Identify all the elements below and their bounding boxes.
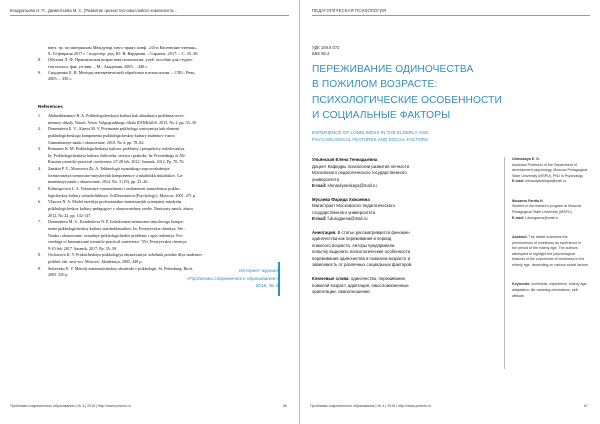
footer-journal-info: Проблемы современного образования | № 4 | 2018 | http://www.pmedu.ru: [10, 404, 131, 408]
author-email: E-mail: f.durugaeva@mail.ru: [312, 216, 368, 222]
author-block-en: Ulianskaya E. G. Assistant Professor of the Department of development psychology, Moscow Pedagogical State University (MSPU), PhD in Psychology E-mail: elenaulyanskaya@mail.ru: [512, 157, 592, 185]
reference-line: [38, 126, 278, 132]
article-title-english: [312, 129, 522, 143]
reference-text: Обухова Л. Ф. Практическая возрастная психология: учеб. пособие для студен-: [48, 57, 193, 63]
email-link[interactable]: f.durugaeva@mail.ru: [327, 216, 368, 222]
reference-number: [38, 173, 48, 179]
title-line: И СОЦИАЛЬНЫЕ ФАКТОРЫ: [312, 109, 451, 121]
reference-text: Orchazova K. V. Prakticheskaya psikhologiya obrazovaniya: uchebnik posobie dlya studentov: [48, 252, 203, 258]
article-title: [312, 62, 532, 123]
reference-line: [38, 179, 278, 185]
reference-text: 9-10 feb. 2017. Saransk, 2017. Pp. 35–39.: [48, 245, 117, 251]
email-link[interactable]: f.durugaeva@mail.ru: [524, 215, 559, 220]
reference-number: [38, 140, 48, 146]
reference-text: In: Psikhologicheskaya kultura cheloveka: teoriya i praktika. In: Proceedings of All-: [48, 152, 186, 158]
reference-line: [38, 259, 278, 265]
reference-number: [38, 233, 48, 239]
reference-text: Vlasova N. A. Model razvitiya professionalno-tsennostnykh orientatsiy mladysha: [48, 199, 182, 205]
page-number: 87: [584, 404, 588, 408]
reference-line: [38, 146, 278, 152]
author-affiliation: Магистрант Московского педагогического: [312, 203, 395, 209]
reference-line: [38, 199, 278, 205]
reference-text: Sidorenko E. V. Metody matematicheskoy obrabotki v psikhologii. St. Petersburg: Rech,: [48, 265, 193, 271]
reference-number: 1.: [38, 113, 42, 118]
author-affiliation: Доцент Кафедры психологии развития личности: [312, 163, 410, 169]
reference-text: Dementieva E. V., Alaeva M. V. Povimanie psikhologo sostoyaniya kak element: [48, 126, 180, 132]
reference-text: 2005. 350 p.: [48, 272, 69, 278]
promo-line: 2018, № 4: [255, 284, 278, 290]
author-affiliation: государственного университета: [312, 209, 376, 215]
keywords-en: Keywords: loneliness, experience, elderly age, adaptation, life-meaning orientations, self- attitude.: [512, 282, 588, 298]
section-running-head: ПЕДАГОГИЧЕСКАЯ ПСИХОЛОГИЯ: [312, 8, 590, 16]
reference-text: psikhol. fak. univ-tov. Moscow: Akademiya, 2005. 448 p.: [48, 259, 143, 265]
reference-line: [38, 166, 278, 172]
title-en-line: EXPERIENCE OF LONELINESS IN THE ELDERLY AGE:: [312, 130, 430, 135]
reference-number: [38, 193, 48, 199]
reference-text: 2005. – 350 с.: [48, 76, 73, 82]
reference-number: 7.: [38, 219, 42, 225]
reference-text: ceedings of International scientific-practical conference "35-i Evseryevskie chteniya,: [48, 239, 188, 245]
promo-accent-bar: [278, 262, 280, 296]
page-number: 86: [283, 404, 287, 408]
reference-number: [38, 76, 48, 82]
bbk-code: ББК 88.4: [312, 51, 330, 57]
reference-line: [38, 153, 278, 159]
reference-line: [38, 133, 278, 139]
author-block: [312, 197, 496, 223]
reference-text: nenta psikhologicheskoy kultury starsheklassnikov. In: Evseryevskie chteniya. Ser.:: [48, 225, 185, 231]
abstract-en: Abstract. The article examines the phenomenon of loneliness as experience in the period of the elderly age. The authors attempted to highlight the psychological features of the experience of loneliness in the elderly age, depending on various social factors.: [512, 235, 589, 267]
footer-journal-info: Проблемы современного образования | № 4 | 2018 | http://www.pmedu.ru: [310, 404, 431, 408]
reference-text: Zamkin P. V., Morozova Zh. A. Tekhnologii tsyaniskogo soprovozhdeniya: [48, 166, 170, 172]
journal-promo: [148, 268, 278, 291]
keywords-label: Ключевые слова:: [312, 275, 350, 281]
reference-line: [38, 173, 278, 179]
reference-text: logicheskoy kultury uchashchikhsya. SciDissertation (Psychology). Moscow, 2001. 471 p.: [48, 192, 196, 198]
reference-number: [38, 272, 48, 278]
left-running-head: Кондратьева Н. П., Дементьева М. С. (Развитие ценностно-смыслового компонента...: [10, 8, 289, 16]
reference-text: Gumanitarnye nauki i obrazovanie. 2010, No 4, pp. 78–82.: [48, 139, 145, 145]
author-block-en: Musaeva Farida H. Student in the master's program at Moscow Pedagogical State University (MSPU) E-mail: f.durugaeva@mail.ru: [512, 199, 592, 221]
reference-text: Dementieva M. S., Kondratieva N. P. Issledovanie tsennostno-smyslovogo kompo-: [48, 219, 184, 225]
abstract-ru: Аннотация. В статье рассматривается феномен одиночества как переживания в период пожилого возраста. Авторы предприняли попытку выделить психологические особенности переживания одиночества в пожилом возрасте и зависимость от различных социальных факторов.: [312, 229, 413, 268]
title-line: В ПОЖИЛОМ ВОЗРАСТЕ:: [312, 79, 438, 91]
author-name-en: Musaeva Farida H.: [512, 198, 544, 203]
reference-text: тов психол. фак. уч-ния. – М.: Академия, 2005. – 448 с.: [48, 63, 149, 69]
title-line: ПСИХОЛОГИЧЕСКИЕ ОСОБЕННОСТИ: [312, 94, 502, 106]
author-name: Ульянская Елена Геннадьевна: [312, 157, 378, 162]
reference-number: 6.: [38, 199, 42, 205]
reference-number: 3.: [38, 146, 42, 152]
reference-text: Nauka i obrazovanie: actualnye psikhologicheskie problemy i opyt resheniya. Pro-: [48, 232, 184, 238]
reference-text: mennoy shkoly. Nauch. Vestn. Volgogradskogo filiala RANKhiGS. 2015, No 2, pp. 35–39.: [48, 119, 197, 125]
reference-line: [38, 252, 278, 258]
column-divider: [504, 157, 505, 369]
author-affiliation: Московского педагогического государственного: [312, 170, 407, 176]
author-name-en: Ulianskaya E. G.: [512, 157, 540, 161]
reference-text: psikhologicheskogo komponenta psikhologicheskoy kultury studentov vuzov.: [48, 132, 176, 138]
promo-line: Интернет-журнал: [239, 269, 278, 274]
title-line: ПЕРЕЖИВАНИЕ ОДИНОЧЕСТВА: [312, 64, 474, 75]
author-affiliation: университета: [312, 176, 339, 182]
reference-text: Russian scientific-practical conference, 27-28 feb. 2012. Saransk, 2012. Pp. 70–76.: [48, 159, 185, 165]
classification-codes: [312, 45, 340, 58]
russian-metadata-column: [312, 157, 496, 303]
english-reference-list: [38, 113, 278, 279]
reference-number: [38, 133, 48, 139]
reference-text: 9–10 февраля 2017 г. / подготор. ред. Ю. В. Варданян. – Саранск, 2017. – С. 35–39.: [48, 51, 199, 57]
title-en-line: PSYCHOLOGICAL FEATURES AND SOCIAL FACTORS: [312, 137, 429, 143]
reference-line: [38, 206, 278, 212]
reference-line: [38, 76, 278, 82]
russian-reference-list: [38, 45, 278, 82]
reference-number: [38, 206, 48, 212]
reference-number: [38, 246, 48, 252]
reference-text: науч. тр. по материалам Междунар. науч.-практ. конф. «33-и Евсеевские чтения»,: [48, 45, 197, 50]
left-footer: [10, 404, 287, 408]
reference-line: [38, 159, 278, 165]
reference-line: [38, 246, 278, 252]
abstract-label: Аннотация.: [312, 229, 337, 235]
author-email-en: E-mail: elenaulyanskaya@mail.ru: [512, 179, 567, 184]
reference-text: Abdurakhmanov R. A. Psikhologicheskaya kultura kak aktualnaya problema sovre-: [48, 113, 185, 118]
reference-text: Romanov K. M. Psikhologicheskaya kultura: problemy i perspektivy issledovaniya.: [48, 146, 186, 152]
reference-number: 9.: [38, 69, 42, 75]
reference-line: [38, 140, 278, 146]
reference-text: Сидоренко Е. В. Методы математической обработки в психологии. – СПб.: Речь,: [48, 69, 196, 75]
reference-number: 9.: [38, 265, 42, 271]
right-footer: [310, 404, 588, 408]
reference-text: Kolmogorova L. S. Vozrastnye vozmozhnosti i osobennosti stanovleniya psikho-: [48, 186, 181, 192]
reference-line: [38, 219, 278, 225]
keywords-ru: Ключевые слова: одиночество, переживание, пожилой возраст, адаптация, смысложизненные ориентации, самоотношение.: [312, 275, 409, 295]
right-page: [300, 0, 600, 424]
reference-line: [38, 193, 278, 199]
reference-number: [38, 179, 48, 185]
udk-code: УДК 159.9.072: [312, 45, 340, 50]
author-email-en: E-mail: f.durugaeva@mail.ru: [512, 215, 559, 220]
reference-line: [38, 120, 278, 126]
keywords-label-en: Keywords:: [512, 282, 531, 287]
reference-number: [38, 153, 48, 159]
reference-number: [38, 159, 48, 165]
reference-number: [38, 226, 48, 232]
reference-number: 8.: [38, 57, 42, 63]
abstract-label-en: Abstract.: [512, 235, 528, 240]
reference-line: [38, 186, 278, 192]
reference-text: psikhologicheskoy kultury pedagogovi v obrazovatelnoy sredie. Nastoyaty nauch. zhurn.: [48, 205, 194, 211]
reference-number: [38, 120, 48, 126]
reference-number: 2.: [38, 126, 42, 132]
email-link[interactable]: elenaulyanskaya@mail.ru: [327, 183, 377, 189]
reference-line: [38, 213, 278, 219]
reference-line: [38, 233, 278, 239]
reference-line: [38, 113, 278, 119]
reference-number: 4.: [38, 166, 42, 172]
reference-number: [38, 239, 48, 245]
promo-line: «Проблемы современного образования»: [186, 276, 278, 282]
references-heading: References: [38, 104, 63, 109]
author-block: [312, 157, 496, 190]
reference-line: [38, 239, 278, 245]
reference-number: [38, 259, 48, 265]
reference-text: 2012, No 22, pp. 142-147.: [48, 212, 92, 218]
reference-number: [38, 213, 48, 219]
author-name: Мусаева Фарида Хожаевна: [312, 196, 370, 202]
email-link[interactable]: elenaulyanskaya@mail.ru: [524, 179, 567, 184]
english-metadata-column: [512, 157, 592, 313]
reference-number: 5.: [38, 186, 42, 192]
reference-number: 8.: [38, 252, 42, 258]
reference-line: [38, 226, 278, 232]
author-email: E-mail: elenaulyanskaya@mail.ru: [312, 183, 377, 189]
reference-text: manitarnye nauki i obrazovanie. 2014. No. 3 (19), pp. 23–26.: [48, 179, 149, 185]
reference-text: formirovaniya tsennostno-smyslovykh komponentov u mladshikh shkolnikov. Gu-: [48, 172, 184, 178]
